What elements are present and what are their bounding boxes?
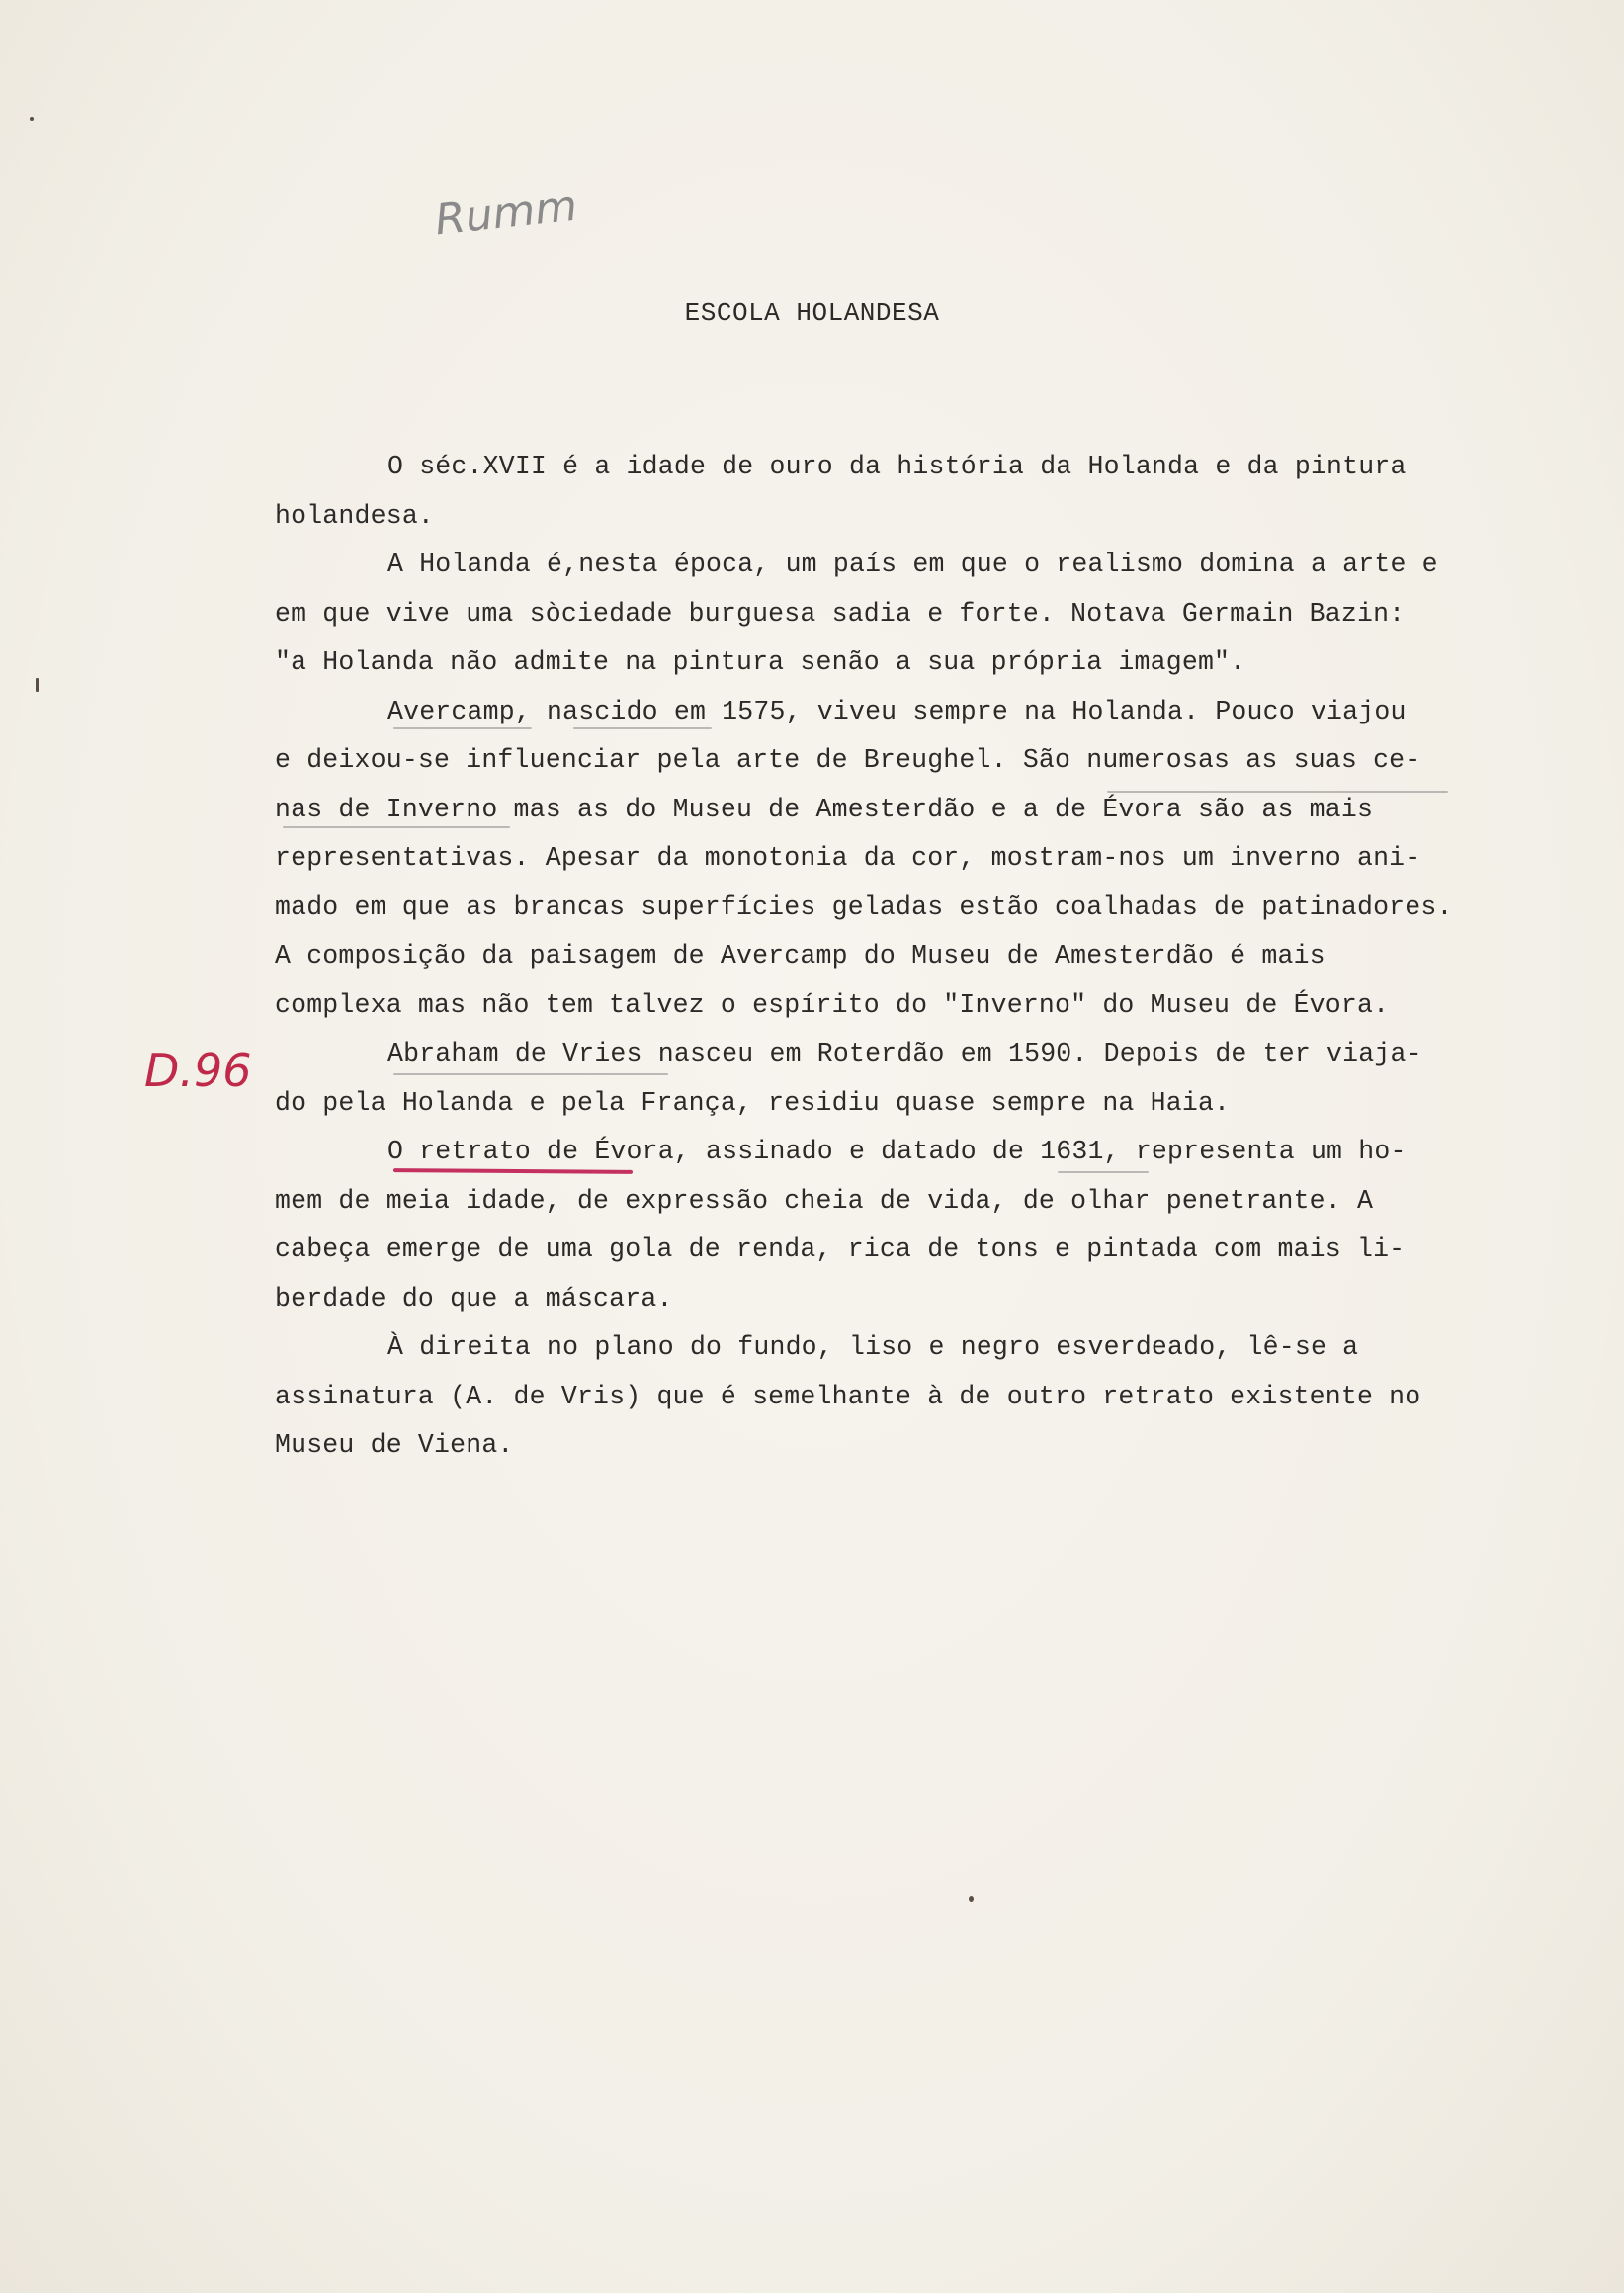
- pencil-underline-mark: [393, 727, 532, 729]
- text-line: A Holanda é,nesta época, um país em que o realismo domina a arte e: [387, 550, 1438, 579]
- text-line: representativas. Apesar da monotonia da cor, mostram-nos um inverno ani-: [275, 843, 1421, 873]
- paper-speck: [30, 117, 34, 121]
- text-line: Abraham de Vries nasceu em Roterdão em 1590. Depois de ter viaja-: [387, 1039, 1422, 1068]
- pencil-underline-mark: [1058, 1171, 1149, 1173]
- text-line: O séc.XVII é a idade de ouro da história da Holanda e da pintura: [387, 452, 1407, 481]
- pencil-underline-mark: [573, 727, 712, 729]
- text-line: cabeça emerge de uma gola de renda, rica de tons e pintada com mais li-: [275, 1234, 1406, 1264]
- handwritten-rubric: Rumm: [432, 180, 580, 246]
- text-line: O retrato de Évora, assinado e datado de 1631, representa um ho-: [387, 1137, 1407, 1166]
- pencil-underline-mark: [393, 1073, 668, 1075]
- text-line: nas de Inverno mas as do Museu de Amesterdão e a de Évora são as mais: [275, 794, 1374, 824]
- pencil-underline-mark: [283, 826, 510, 828]
- text-line: complexa mas não tem talvez o espírito do "Inverno" do Museu de Évora.: [275, 989, 1390, 1020]
- paper-speck: [36, 678, 39, 692]
- text-line: em que vive uma sòciedade burguesa sadia e forte. Notava Germain Bazin:: [275, 598, 1406, 629]
- text-line: berdade do que a máscara.: [275, 1283, 673, 1314]
- text-line: e deixou-se influenciar pela arte de Breughel. São numerosas as suas ce-: [275, 745, 1421, 775]
- paper-speck: [969, 1896, 974, 1902]
- body-text: [275, 443, 1505, 1471]
- text-line: assinatura (A. de Vris) que é semelhante à de outro retrato existente no: [275, 1381, 1421, 1411]
- text-line: A composição da paisagem de Avercamp do Museu de Amesterdão é mais: [275, 941, 1325, 971]
- text-line: holandesa.: [275, 500, 435, 531]
- text-line: mado em que as brancas superfícies geladas estão coalhadas de patinadores.: [275, 892, 1453, 922]
- text-line: mem de meia idade, de expressão cheia de vida, de olhar penetrante. A: [275, 1185, 1374, 1216]
- text-line: À direita no plano do fundo, liso e negro esverdeado, lê-se a: [387, 1332, 1359, 1362]
- text-line: do pela Holanda e pela França, residiu quase sempre na Haia.: [275, 1087, 1231, 1118]
- text-line: Museu de Viena.: [275, 1430, 514, 1460]
- pencil-underline-mark: [1107, 791, 1448, 793]
- text-line: Avercamp, nascido em 1575, viveu sempre na Holanda. Pouco viajou: [387, 696, 1407, 726]
- document-title: ESCOLA HOLANDESA: [684, 298, 940, 328]
- text-line: "a Holanda não admite na pintura senão a sua própria imagem".: [275, 647, 1246, 677]
- margin-note: D.96: [144, 1044, 252, 1097]
